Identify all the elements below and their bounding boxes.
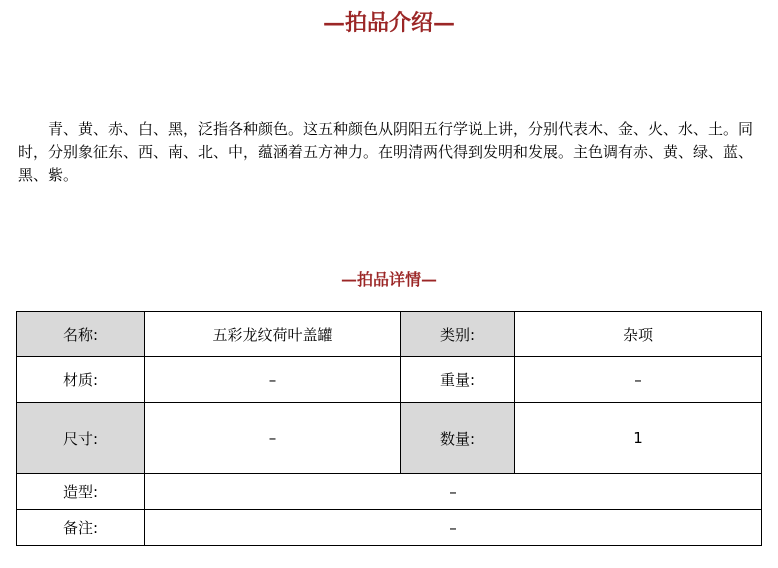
table-row-remarks	[17, 510, 762, 546]
table-row-name	[17, 312, 762, 357]
material-value: –	[145, 357, 401, 403]
table-row-size	[17, 403, 762, 474]
page-title: —拍品介绍—	[322, 10, 455, 36]
shape-value: –	[145, 474, 762, 510]
quantity-label: 数量:	[401, 403, 515, 474]
details-title: —拍品详情—	[340, 270, 437, 289]
details-table	[16, 311, 762, 546]
category-value: 杂项	[515, 312, 762, 357]
name-value: 五彩龙纹荷叶盖罐	[145, 312, 401, 357]
weight-label: 重量:	[401, 357, 515, 403]
category-label: 类别:	[401, 312, 515, 357]
size-label: 尺寸:	[17, 403, 145, 474]
name-label: 名称:	[17, 312, 145, 357]
remarks-label: 备注:	[17, 510, 145, 546]
remarks-value: –	[145, 510, 762, 546]
shape-label: 造型:	[17, 474, 145, 510]
quantity-value: 1	[515, 403, 762, 474]
table-row-material	[17, 357, 762, 403]
table-row-shape	[17, 474, 762, 510]
weight-value: –	[515, 357, 762, 403]
intro-paragraph: 青、黄、赤、白、黑，泛指各种颜色。这五种颜色从阴阳五行学说上讲，分别代表木、金、火、水、土。同时，分别象征东、西、南、北、中，蕴涵着五方神力。在明清两代得到发明和发展。主色调有赤、黄、绿、蓝、黑、紫。	[18, 120, 754, 184]
size-value: –	[145, 403, 401, 474]
material-label: 材质:	[17, 357, 145, 403]
